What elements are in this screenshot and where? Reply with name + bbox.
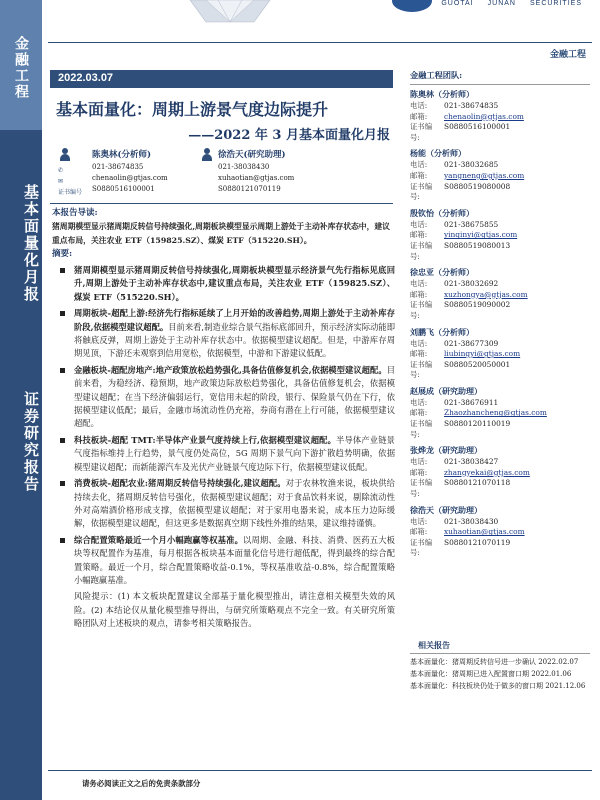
summary-bullet: 金融板块-超配房地产:地产政策放松趋势强化,具备估值修复机会,依据模型建议超配。目前来看，为稳经济、稳预期，地产政策边际放松趋势强化，具备估值修复机会，依据模型建议超配；在当下经济偏弱运行，宽信用未起的阶段，银行、保险景气仍在下行，依据模型建议低配；最后，金融市场流动性仍充裕，券商有潜在上行可能，依据模型建议超配。: [52, 364, 395, 431]
team-member: 张烨龙（研究助理） 电话: 021-38038427 邮箱: zhangyekai@gtjas.com 证书编号: S0880121070118: [410, 445, 530, 499]
related-heading: 相关报告: [418, 640, 450, 650]
summary-bullet: 消费板块-超配农业:猪周期反转信号持续强化,建议超配。对于农林牧渔来说，板块供给持续去化，猪周期反转信号强化，依据模型建议超配；对于食品饮料来说，剔除流动性外对高端酒价格形成支撑，依据模型建议超配；对于家用电器来说，成本压力边际缓解，依据模型建议超配，但这更多是数据真空期下线性外推的结果，建议维持谨慎。: [52, 477, 395, 531]
analyst-phone: 021-38038430: [218, 163, 270, 171]
header-gem-graphic: [170, 0, 290, 30]
member-email-link[interactable]: liubingyi@gtjas.com: [444, 349, 521, 359]
sidebar-series: 基本面量化月报: [22, 183, 40, 303]
analyst-email[interactable]: chenaolin@gtjas.com: [92, 174, 168, 182]
summary-bullet: 周期板块-超配上游:经济先行指标延续了上月开始的改善趋势,周期上游处于主动补库存阶段,依据模型建议超配。目前来看,制造业综合景气指标底部回升，预示经济实际动能即将触底反弹，周期上游处于主动补库存状态中。依据模型建议超配。但是，中游库存周期见顶，下游还未观察到信用宽松，依据模型，中游和下游建议低配。: [52, 307, 395, 361]
person-icon: [58, 148, 72, 162]
team-member: 殷钦怡（分析师） 电话: 021-38675855 邮箱: yinqinyi@gtjas.com 证书编号: S0880519080013: [410, 207, 518, 261]
member-email-link[interactable]: zhangyekai@gtjas.com: [444, 467, 530, 477]
guide-text: 猪周期模型显示猪周期反转信号持续强化,周期板块模型显示周期上游处于主动补库存状态中，建议重点布局，关注农业 ETF（159825.SZ）、煤炭 ETF（515220.SH）。: [52, 222, 390, 245]
analyst-2: [218, 148, 294, 195]
guide-heading: 本报告导读:: [52, 208, 98, 218]
analyst-phone: 021-38674835: [92, 163, 144, 171]
team-member: 徐浩天（研究助理） 电话: 021-38038430 邮箱: xuhaotian@gtjas.com 证书编号: S0880121070119: [410, 504, 525, 558]
left-sidebar: [0, 0, 42, 800]
brand-logo-icon: [392, 0, 432, 12]
analyst-1: [92, 148, 168, 195]
related-reports: [410, 640, 590, 693]
analyst-cert: S0880516100001: [92, 185, 155, 193]
summary-bullet: 综合配置策略最近一个月小幅跑赢等权基准。以周期、金融、科技、消费、医药五大板块等权配置作为基准，每月根据各板块基本面量化信号进行超低配，得到最终的综合配置策略。最近一个月，综合配置策略收益-0.1%，等权基准收益-0.8%，综合配置策略小幅跑赢基准。: [52, 534, 395, 588]
member-email-link[interactable]: Zhaozhancheng@gtjas.com: [444, 408, 547, 418]
cert-label: 证书编号: [58, 189, 83, 196]
sidebar-category: 金融工程: [0, 0, 42, 130]
member-email-link[interactable]: chenaolin@gtjas.com: [444, 111, 524, 121]
team-member: 陈奥林（分析师） 电话: 021-38674835 邮箱: chenaolin@gtjas.com 证书编号: S0880516100001: [410, 89, 524, 142]
contact-icons: [58, 165, 82, 198]
team-divider: [410, 84, 590, 85]
member-email-link[interactable]: yangneng@gtjas.com: [444, 170, 525, 180]
analyst-name: 陈奥林(分析师): [92, 150, 152, 160]
team-column: [410, 70, 590, 564]
analyst-divider: [50, 203, 393, 204]
related-report-link[interactable]: 基本面量化：猪周期已进入配置窗口期 2022.01.06: [410, 670, 572, 678]
analyst-block: [50, 148, 393, 204]
summary-bullet: 猪周期模型显示猪周期反转信号持续强化,周期板块模型显示经济景气先行指标见底回升,周期上游处于主动补库存状态中,建议重点布局，关注农业 ETF（159825.SZ）、煤炭 ETF（515220.SH）。: [52, 264, 395, 304]
header-section-label: 金融工程: [549, 50, 586, 60]
header-divider: [48, 42, 592, 43]
member-email-link[interactable]: xuzhongya@gtjas.com: [444, 289, 528, 299]
analyst-name: 徐浩天(研究助理): [218, 150, 286, 160]
related-report-link[interactable]: 基本面量化：猪周期反转信号进一步确认 2022.02.07: [410, 658, 579, 666]
summary-bullet: 科技板块-超配 TMT:半导体产业景气度持续上行,依据模型建议超配。半导体产业链景气度指标维持上行趋势，景气度仍处高位，5G 周期下景气向下游扩散趋势明确，依据模型建议超配；而新能源汽车及光伏产业链景气度边际下行，依据模型建议低配。: [52, 434, 395, 474]
team-member: 赵展成（研究助理） 电话: 021-38676911 邮箱: Zhaozhancheng@gtjas.com 证书编号: S0880120110019: [410, 385, 547, 439]
summary-heading: 摘要:: [52, 248, 73, 259]
report-date: 2022.03.07: [50, 70, 393, 88]
team-member: 徐忠亚（分析师） 电话: 021-38032692 邮箱: xuzhongya@gtjas.com 证书编号: S0880519090002: [410, 267, 528, 320]
analyst-email[interactable]: xuhaotian@gtjas.com: [218, 174, 295, 182]
sidebar-report-type: 证券研究报告: [22, 391, 40, 493]
risk-warning: 风险提示：(1) 本文板块配置建议全部基于量化模型推出，请注意相关模型失效的风险。(2) 本结论仅从量化模型推导得出，与研究所策略观点不完全一致。有关研究所策略团队对上述板块的观点，请参考相关策略报告。: [74, 591, 395, 629]
footer-disclaimer: 请务必阅读正文之后的免责条款部分: [82, 779, 201, 788]
related-report-link[interactable]: 基本面量化：科技板块仍处于做多的窗口期 2021.12.06: [410, 682, 586, 690]
team-heading: 金融工程团队:: [410, 70, 463, 80]
report-subtitle: ——2022 年 3 月基本面量化月报: [188, 128, 390, 143]
mail-icon: ✉: [58, 178, 64, 185]
footer-divider: [48, 770, 592, 771]
team-member: 杨能（分析师） 电话: 021-38032685 邮箱: yangneng@gtjas.com 证书编号: S0880519080008: [410, 148, 525, 202]
brand-wordmark: GUOTAI JUNAN SECURITIES: [441, 0, 582, 7]
person-icon: [200, 148, 214, 162]
report-title: 基本面量化：周期上游景气度边际提升: [56, 100, 329, 119]
related-divider: [410, 653, 590, 654]
analyst-cert: S0880121070119: [218, 185, 281, 193]
phone-icon: ✆: [58, 167, 64, 174]
member-email-link[interactable]: yinqinyi@gtjas.com: [444, 230, 518, 240]
report-body: [52, 207, 395, 631]
team-member: 刘鹏飞（分析师） 电话: 021-38677309 邮箱: liubingyi@gtjas.com 证书编号: S0880520050001: [410, 326, 521, 380]
member-email-link[interactable]: xuhaotian@gtjas.com: [444, 527, 525, 537]
